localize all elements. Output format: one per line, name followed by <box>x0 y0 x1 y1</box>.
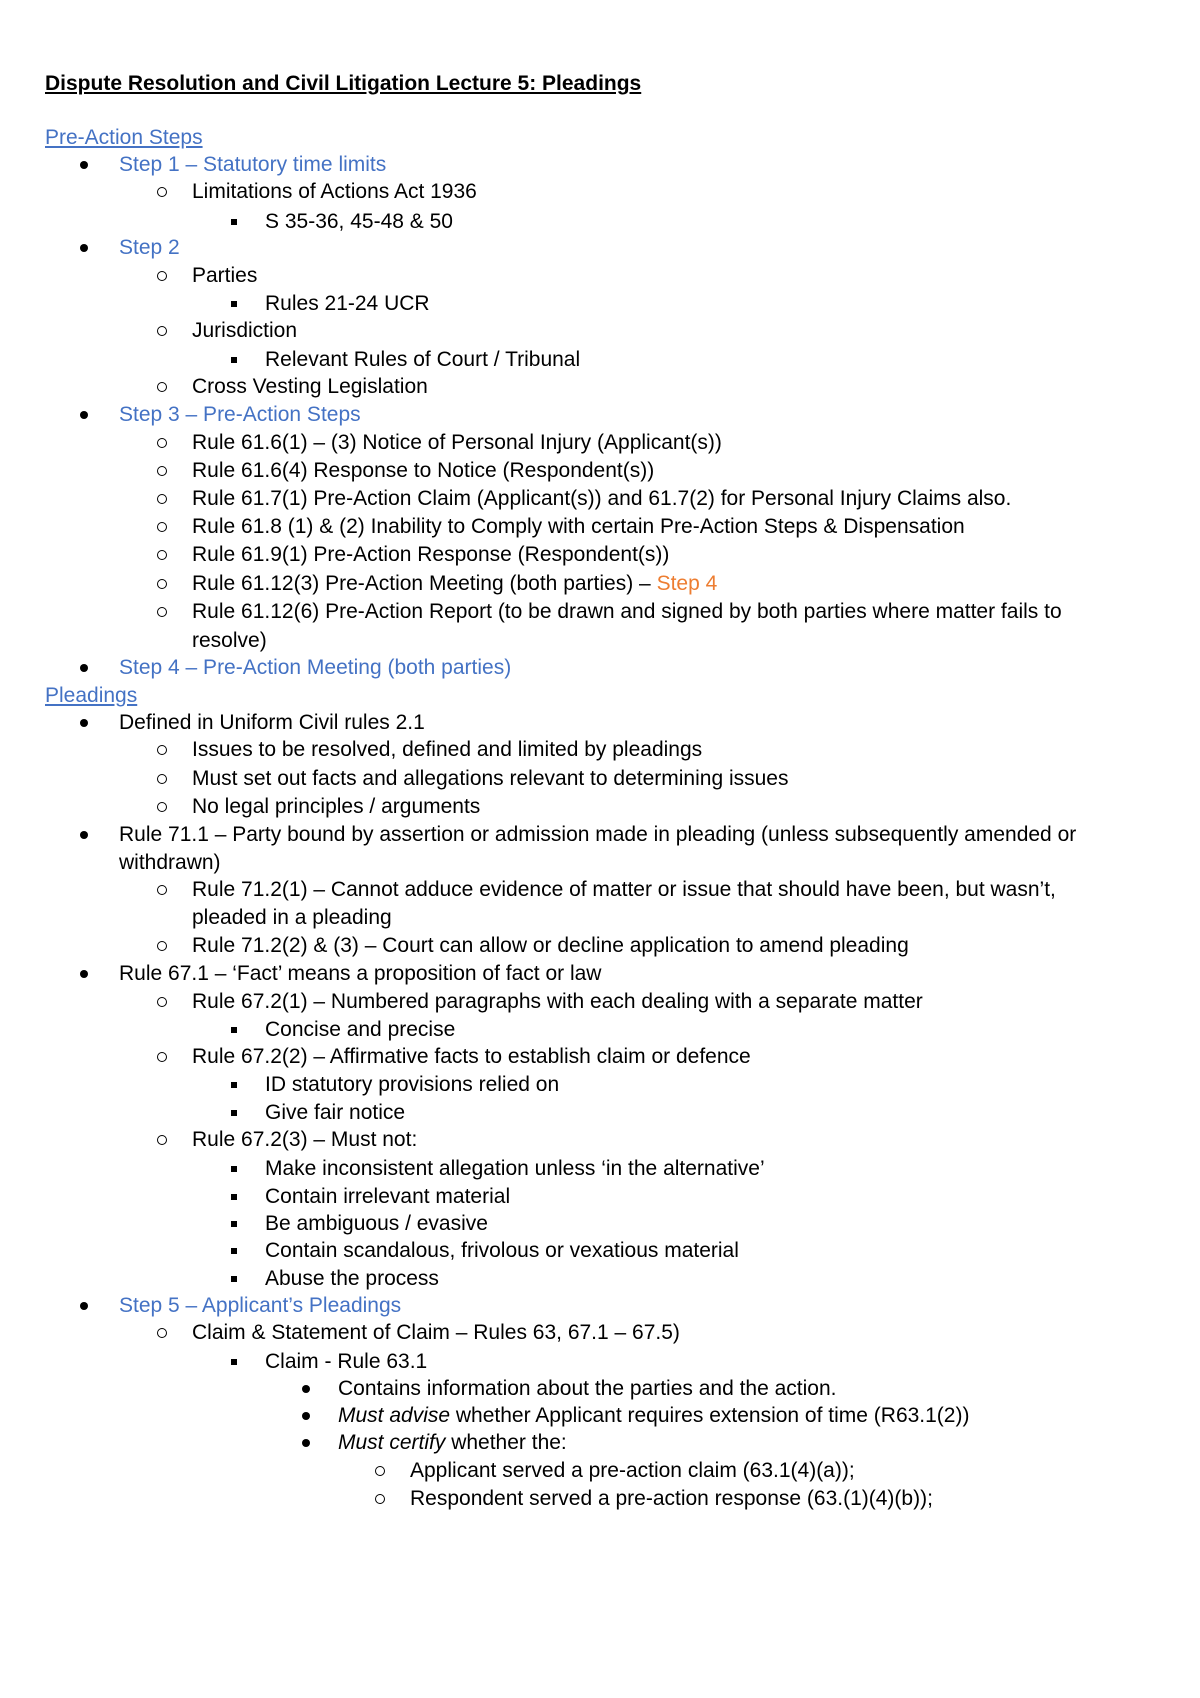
bullet-icon <box>231 1027 237 1033</box>
bullet-icon <box>231 1194 237 1200</box>
list-item-text: Make inconsistent allegation unless ‘in the alternative’ <box>265 1157 765 1180</box>
bullet-icon <box>157 1052 167 1062</box>
bullet-icon <box>157 438 167 448</box>
list-item-text: Step 4 – Pre-Action Meeting (both parties) <box>119 656 512 679</box>
list-item-text: resolve) <box>192 629 267 652</box>
bullet-icon <box>231 1276 237 1282</box>
bullet-icon <box>157 745 167 755</box>
list-item-text: Step 2 <box>119 236 180 259</box>
bullet-icon <box>302 1385 310 1393</box>
bullet-icon <box>157 997 167 1007</box>
list-item-text: Contains information about the parties and the action. <box>338 1377 837 1400</box>
bullet-icon <box>157 885 167 895</box>
list-item-text: Contain scandalous, frivolous or vexatious material <box>265 1239 739 1262</box>
bullet-icon <box>231 219 237 225</box>
list-item-text: Rule 67.1 – ‘Fact’ means a proposition of fact or law <box>119 962 602 985</box>
bullet-icon <box>157 466 167 476</box>
list-item-text: ID statutory provisions relied on <box>265 1073 560 1096</box>
list-item-text: Rule 61.7(1) Pre-Action Claim (Applicant(s)) and 61.7(2) for Personal Injury Claims also. <box>192 487 1012 510</box>
list-item-text: Rule 67.2(1) – Numbered paragraphs with each dealing with a separate matter <box>192 990 923 1013</box>
list-item-text: Rule 71.2(2) & (3) – Court can allow or decline application to amend pleading <box>192 934 909 957</box>
list-item-text: Must set out facts and allegations relevant to determining issues <box>192 767 789 790</box>
bullet-icon <box>157 579 167 589</box>
list-item-text: Step 1 – Statutory time limits <box>119 153 387 176</box>
bullet-icon <box>80 831 88 839</box>
list-item-text: Claim - Rule 63.1 <box>265 1350 428 1373</box>
list-item-text: Rule 67.2(3) – Must not: <box>192 1128 418 1151</box>
list-item-text: Rule 71.1 – Party bound by assertion or admission made in pleading (unless subsequently amended or <box>119 823 1077 846</box>
bullet-icon <box>231 357 237 363</box>
bullet-icon <box>302 1412 310 1420</box>
step-4-reference: Step 4 <box>656 572 718 595</box>
bullet-icon <box>157 774 167 784</box>
list-item-text: Give fair notice <box>265 1101 406 1124</box>
list-item-text: Rules 21-24 UCR <box>265 292 430 315</box>
list-item-text: Rule 61.9(1) Pre-Action Response (Respondent(s)) <box>192 543 670 566</box>
list-item-text: Parties <box>192 264 258 287</box>
list-item-text: pleaded in a pleading <box>192 906 392 929</box>
list-item-text: No legal principles / arguments <box>192 795 481 818</box>
bullet-icon <box>80 970 88 978</box>
list-item-text: Rule 61.8 (1) & (2) Inability to Comply with certain Pre-Action Steps & Dispensation <box>192 515 965 538</box>
list-item-text: Applicant served a pre-action claim (63.1(4)(a)); <box>410 1459 855 1482</box>
document-title: Dispute Resolution and Civil Litigation Lecture 5: Pleadings <box>45 72 642 95</box>
bullet-icon <box>231 1359 237 1365</box>
bullet-icon <box>80 244 88 252</box>
list-item-text: Limitations of Actions Act 1936 <box>192 180 477 203</box>
list-item-text: Rule 67.2(2) – Affirmative facts to establish claim or defence <box>192 1045 751 1068</box>
section-heading-pre-action: Pre-Action Steps <box>45 126 203 149</box>
list-item-text: Rule 61.12(6) Pre-Action Report (to be drawn and signed by both parties where matter fails to <box>192 600 1062 623</box>
list-item-text: Concise and precise <box>265 1018 456 1041</box>
list-item-text: Jurisdiction <box>192 319 298 342</box>
bullet-icon <box>302 1439 310 1447</box>
bullet-icon <box>231 301 237 307</box>
bullet-icon <box>231 1110 237 1116</box>
bullet-icon <box>157 522 167 532</box>
list-item-text: Issues to be resolved, defined and limited by pleadings <box>192 738 703 761</box>
bullet-icon <box>157 494 167 504</box>
bullet-icon <box>80 664 88 672</box>
bullet-icon <box>157 271 167 281</box>
bullet-icon <box>157 1328 167 1338</box>
bullet-icon <box>231 1248 237 1254</box>
list-item-text: Rule 71.2(1) – Cannot adduce evidence of matter or issue that should have been, but wasn’t, <box>192 878 1056 901</box>
list-item-text: Step 3 – Pre-Action Steps <box>119 403 361 426</box>
list-item-text: Must certify whether the: <box>338 1431 567 1454</box>
bullet-icon <box>157 802 167 812</box>
list-item-text: Respondent served a pre-action response (63.(1)(4)(b)); <box>410 1487 933 1510</box>
bullet-icon <box>157 941 167 951</box>
list-item-text: S 35-36, 45-48 & 50 <box>265 210 453 233</box>
section-heading-pleadings: Pleadings <box>45 684 138 707</box>
list-item-text: Rule 61.6(1) – (3) Notice of Personal Injury (Applicant(s)) <box>192 431 722 454</box>
bullet-icon <box>157 187 167 197</box>
bullet-icon <box>80 1302 88 1310</box>
bullet-icon <box>231 1221 237 1227</box>
bullet-icon <box>375 1494 385 1504</box>
list-item-text: Relevant Rules of Court / Tribunal <box>265 348 581 371</box>
list-item-text: Rule 61.12(3) Pre-Action Meeting (both parties) – Step 4 <box>192 572 718 595</box>
bullet-icon <box>157 550 167 560</box>
bullet-icon <box>80 161 88 169</box>
bullet-icon <box>157 382 167 392</box>
list-item-text: withdrawn) <box>119 851 221 874</box>
bullet-icon <box>375 1466 385 1476</box>
list-item-text: Cross Vesting Legislation <box>192 375 428 398</box>
bullet-icon <box>80 411 88 419</box>
list-item-text: Be ambiguous / evasive <box>265 1212 488 1235</box>
bullet-icon <box>157 607 167 617</box>
bullet-icon <box>231 1166 237 1172</box>
list-item-text: Defined in Uniform Civil rules 2.1 <box>119 711 425 734</box>
bullet-icon <box>80 719 88 727</box>
list-item-text: Contain irrelevant material <box>265 1185 511 1208</box>
list-item-text: Must advise whether Applicant requires extension of time (R63.1(2)) <box>338 1404 970 1427</box>
list-item-text: Claim & Statement of Claim – Rules 63, 67.1 – 67.5) <box>192 1321 680 1344</box>
bullet-icon <box>231 1082 237 1088</box>
bullet-icon <box>157 1135 167 1145</box>
list-item-text: Abuse the process <box>265 1267 439 1290</box>
list-item-text: Step 5 – Applicant’s Pleadings <box>119 1294 402 1317</box>
bullet-icon <box>157 326 167 336</box>
list-item-text: Rule 61.6(4) Response to Notice (Respondent(s)) <box>192 459 655 482</box>
